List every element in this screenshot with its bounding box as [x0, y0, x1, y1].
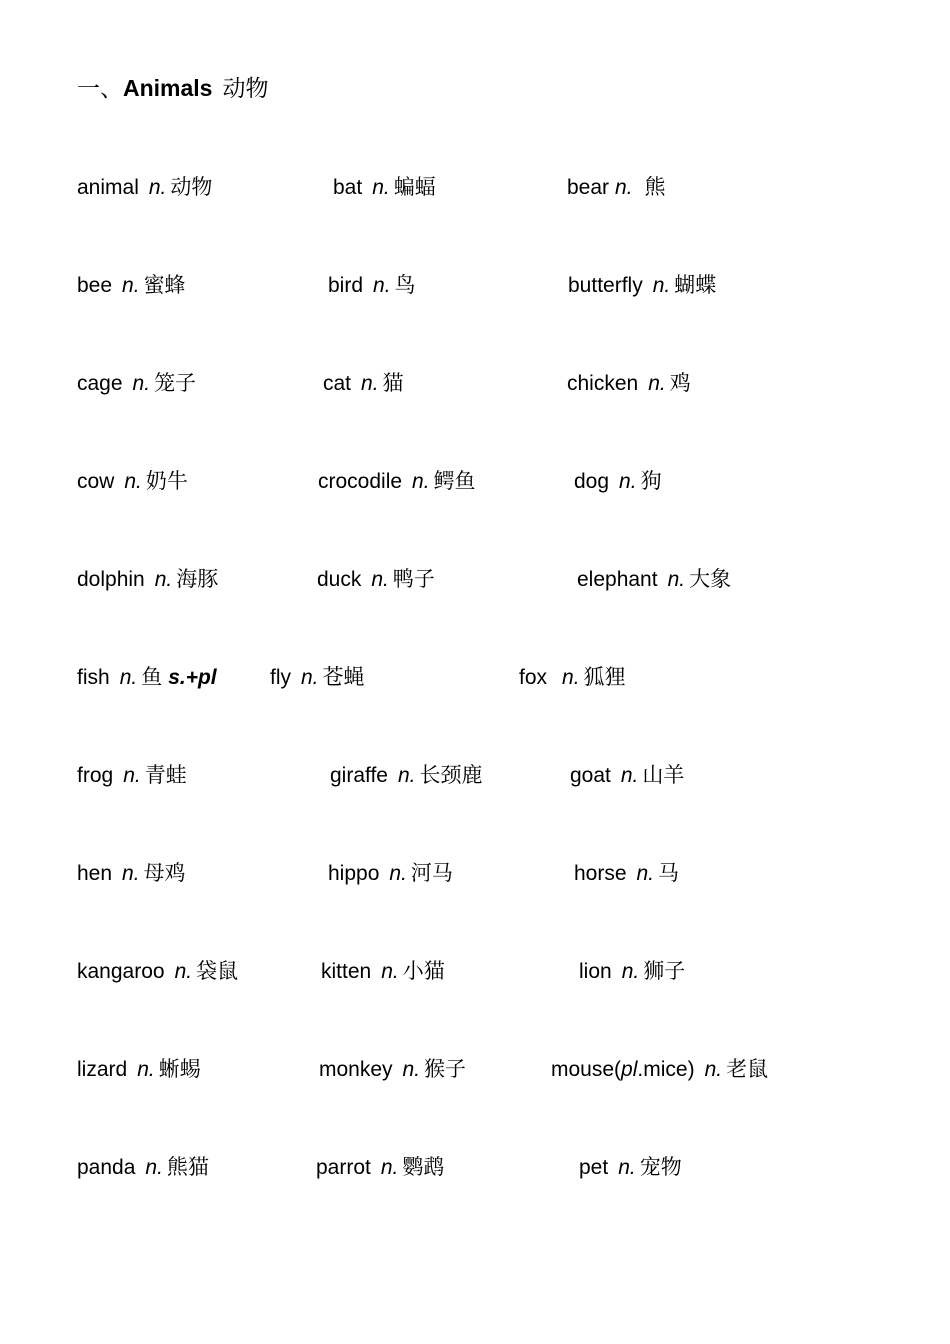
- vocab-entry: [567, 369, 691, 399]
- vocab-meaning: 鸟: [394, 274, 416, 297]
- vocab-entry: [77, 663, 217, 693]
- vocab-entry: [316, 1153, 444, 1183]
- vocab-meaning: 猫: [382, 372, 404, 395]
- vocab-word: hen: [77, 862, 113, 885]
- vocab-word: fish: [77, 666, 110, 689]
- vocab-meaning: 鹦鹉: [402, 1156, 445, 1179]
- vocab-word: pet: [579, 1156, 609, 1179]
- vocab-entry: [77, 369, 196, 399]
- vocab-meaning: 小猫: [402, 960, 445, 983]
- vocab-entry: [579, 957, 685, 987]
- vocab-word: giraffe: [330, 764, 388, 787]
- vocab-entry: [328, 859, 453, 889]
- section-title-chinese: 动物: [222, 75, 269, 101]
- vocab-pos: n.: [148, 176, 167, 199]
- vocab-meaning: 宠物: [639, 1156, 682, 1179]
- vocab-meaning: 马: [658, 862, 680, 885]
- vocab-word: fox: [519, 666, 548, 689]
- vocab-word: animal: [77, 176, 139, 199]
- vocab-word: lion: [579, 960, 612, 983]
- vocab-meaning: 长颈鹿: [419, 764, 483, 787]
- vocab-meaning: 鳄鱼: [433, 470, 476, 493]
- vocab-pos: n.: [619, 470, 637, 493]
- vocab-meaning: 奶牛: [145, 470, 188, 493]
- vocab-word: duck: [317, 568, 362, 591]
- vocab-word: chicken: [567, 372, 639, 395]
- vocab-word-paren-open: (: [614, 1058, 622, 1081]
- vocab-word-plural-label: pl: [621, 1058, 638, 1081]
- vocab-pos: n.: [704, 1058, 723, 1081]
- vocab-pos: n.: [373, 274, 391, 297]
- vocab-entry: [318, 467, 476, 497]
- vocab-pos: n.: [389, 862, 407, 885]
- vocab-entry: [328, 271, 416, 301]
- vocab-entry: [319, 1055, 466, 1085]
- vocab-word: bird: [328, 274, 364, 297]
- vocab-pos: n.: [618, 1156, 636, 1179]
- vocab-pos: n.: [398, 764, 416, 787]
- vocab-pos: n.: [132, 372, 151, 395]
- vocab-pos: n.: [122, 274, 140, 297]
- vocab-entry: [270, 663, 365, 693]
- vocab-pos: n.: [123, 764, 141, 787]
- vocab-word: bear: [567, 176, 610, 199]
- vocab-meaning: 海豚: [176, 568, 219, 591]
- vocab-pos: n.: [620, 764, 639, 787]
- vocab-word: [551, 1058, 695, 1081]
- vocab-word: monkey: [319, 1058, 393, 1081]
- vocab-pos: n.: [412, 470, 430, 493]
- vocab-word: cat: [323, 372, 352, 395]
- vocab-word: panda: [77, 1156, 136, 1179]
- vocab-word-base: mouse: [551, 1058, 615, 1081]
- vocab-entry: [77, 1153, 209, 1183]
- section-number: 一、: [77, 75, 123, 101]
- vocab-word: butterfly: [568, 274, 643, 297]
- vocab-entry: [551, 1055, 768, 1085]
- vocab-word: frog: [77, 764, 114, 787]
- vocab-meaning: 苍蝇: [322, 666, 365, 689]
- vocab-entry: [579, 1153, 682, 1183]
- vocab-meaning: 熊猫: [166, 1156, 209, 1179]
- vocab-pos: n.: [372, 176, 390, 199]
- vocab-entry: [323, 369, 404, 399]
- vocab-entry: [568, 271, 716, 301]
- vocab-pos: n.: [648, 372, 666, 395]
- vocab-word: goat: [570, 764, 611, 787]
- vocab-meaning: 笼子: [154, 372, 197, 395]
- vocab-meaning: 狮子: [643, 960, 686, 983]
- vocab-plural-note: s.+pl: [168, 666, 217, 689]
- vocab-pos: n.: [562, 666, 580, 689]
- vocab-word: dolphin: [77, 568, 145, 591]
- vocab-meaning: 老鼠: [726, 1058, 769, 1081]
- vocab-pos: n.: [371, 568, 389, 591]
- section-title-english: Animals: [123, 75, 213, 101]
- vocab-meaning: 蝙蝠: [393, 176, 436, 199]
- vocab-meaning: 母鸡: [143, 862, 186, 885]
- vocab-word: lizard: [77, 1058, 128, 1081]
- vocab-meaning: 动物: [170, 176, 213, 199]
- vocab-entry: [330, 761, 483, 791]
- vocab-word: crocodile: [318, 470, 403, 493]
- vocab-pos: n.: [145, 1156, 163, 1179]
- vocab-entry: [317, 565, 435, 595]
- vocab-pos: n.: [137, 1058, 155, 1081]
- vocab-word: dog: [574, 470, 610, 493]
- vocab-entry: [77, 761, 187, 791]
- vocab-word: bat: [333, 176, 363, 199]
- vocab-pos: n.: [652, 274, 671, 297]
- vocab-pos: n.: [621, 960, 640, 983]
- vocab-meaning: 袋鼠: [196, 960, 239, 983]
- vocab-meaning: 鸭子: [392, 568, 435, 591]
- vocab-pos: n.: [174, 960, 193, 983]
- vocab-entry: [519, 663, 626, 693]
- vocab-entry: [570, 761, 684, 791]
- vocab-word: fly: [270, 666, 291, 689]
- vocab-word: cow: [77, 470, 115, 493]
- vocab-word: kangaroo: [77, 960, 165, 983]
- vocab-meaning: 狐狸: [583, 666, 626, 689]
- vocab-entry: [77, 859, 186, 889]
- vocab-meaning: 蜥蜴: [158, 1058, 201, 1081]
- vocab-meaning: 狗: [640, 470, 662, 493]
- vocab-pos: n.: [119, 666, 138, 689]
- vocab-word: bee: [77, 274, 113, 297]
- vocab-pos: n.: [615, 176, 633, 199]
- vocab-entry: [77, 957, 238, 987]
- vocab-pos: n.: [122, 862, 140, 885]
- vocab-word: kitten: [321, 960, 372, 983]
- vocab-entry: [567, 173, 666, 203]
- vocab-entry: [77, 565, 218, 595]
- vocab-entry: [333, 173, 436, 203]
- vocab-pos: n.: [667, 568, 686, 591]
- vocab-word: hippo: [328, 862, 380, 885]
- vocab-meaning: 鱼: [141, 666, 163, 689]
- vocab-meaning: 蝴蝶: [674, 274, 717, 297]
- vocab-word: elephant: [577, 568, 658, 591]
- vocab-entry: [77, 1055, 201, 1085]
- vocab-word: horse: [574, 862, 627, 885]
- vocab-pos: n.: [301, 666, 319, 689]
- vocab-word: cage: [77, 372, 123, 395]
- vocab-entry: [77, 173, 212, 203]
- vocab-pos: n.: [124, 470, 142, 493]
- vocab-entry: [321, 957, 445, 987]
- vocab-pos: n.: [154, 568, 173, 591]
- vocab-entry: [77, 467, 188, 497]
- section-heading: [77, 72, 268, 104]
- vocab-meaning: 蜜蜂: [143, 274, 186, 297]
- vocab-pos: n.: [381, 960, 399, 983]
- vocab-meaning: 鸡: [669, 372, 691, 395]
- vocab-entry: [574, 467, 662, 497]
- vocab-entry: [77, 271, 186, 301]
- vocab-entry: [577, 565, 731, 595]
- vocab-meaning: 河马: [410, 862, 453, 885]
- vocab-meaning: 熊: [644, 176, 666, 199]
- vocab-pos: n.: [361, 372, 379, 395]
- vocab-word: parrot: [316, 1156, 371, 1179]
- vocab-entry: [574, 859, 679, 889]
- vocab-pos: n.: [402, 1058, 421, 1081]
- vocab-meaning: 山羊: [642, 764, 685, 787]
- vocab-meaning: 大象: [689, 568, 732, 591]
- vocab-pos: n.: [636, 862, 655, 885]
- vocab-meaning: 青蛙: [144, 764, 187, 787]
- vocab-pos: n.: [380, 1156, 399, 1179]
- vocab-word-plural-form: .mice): [637, 1058, 695, 1081]
- vocab-meaning: 猴子: [424, 1058, 467, 1081]
